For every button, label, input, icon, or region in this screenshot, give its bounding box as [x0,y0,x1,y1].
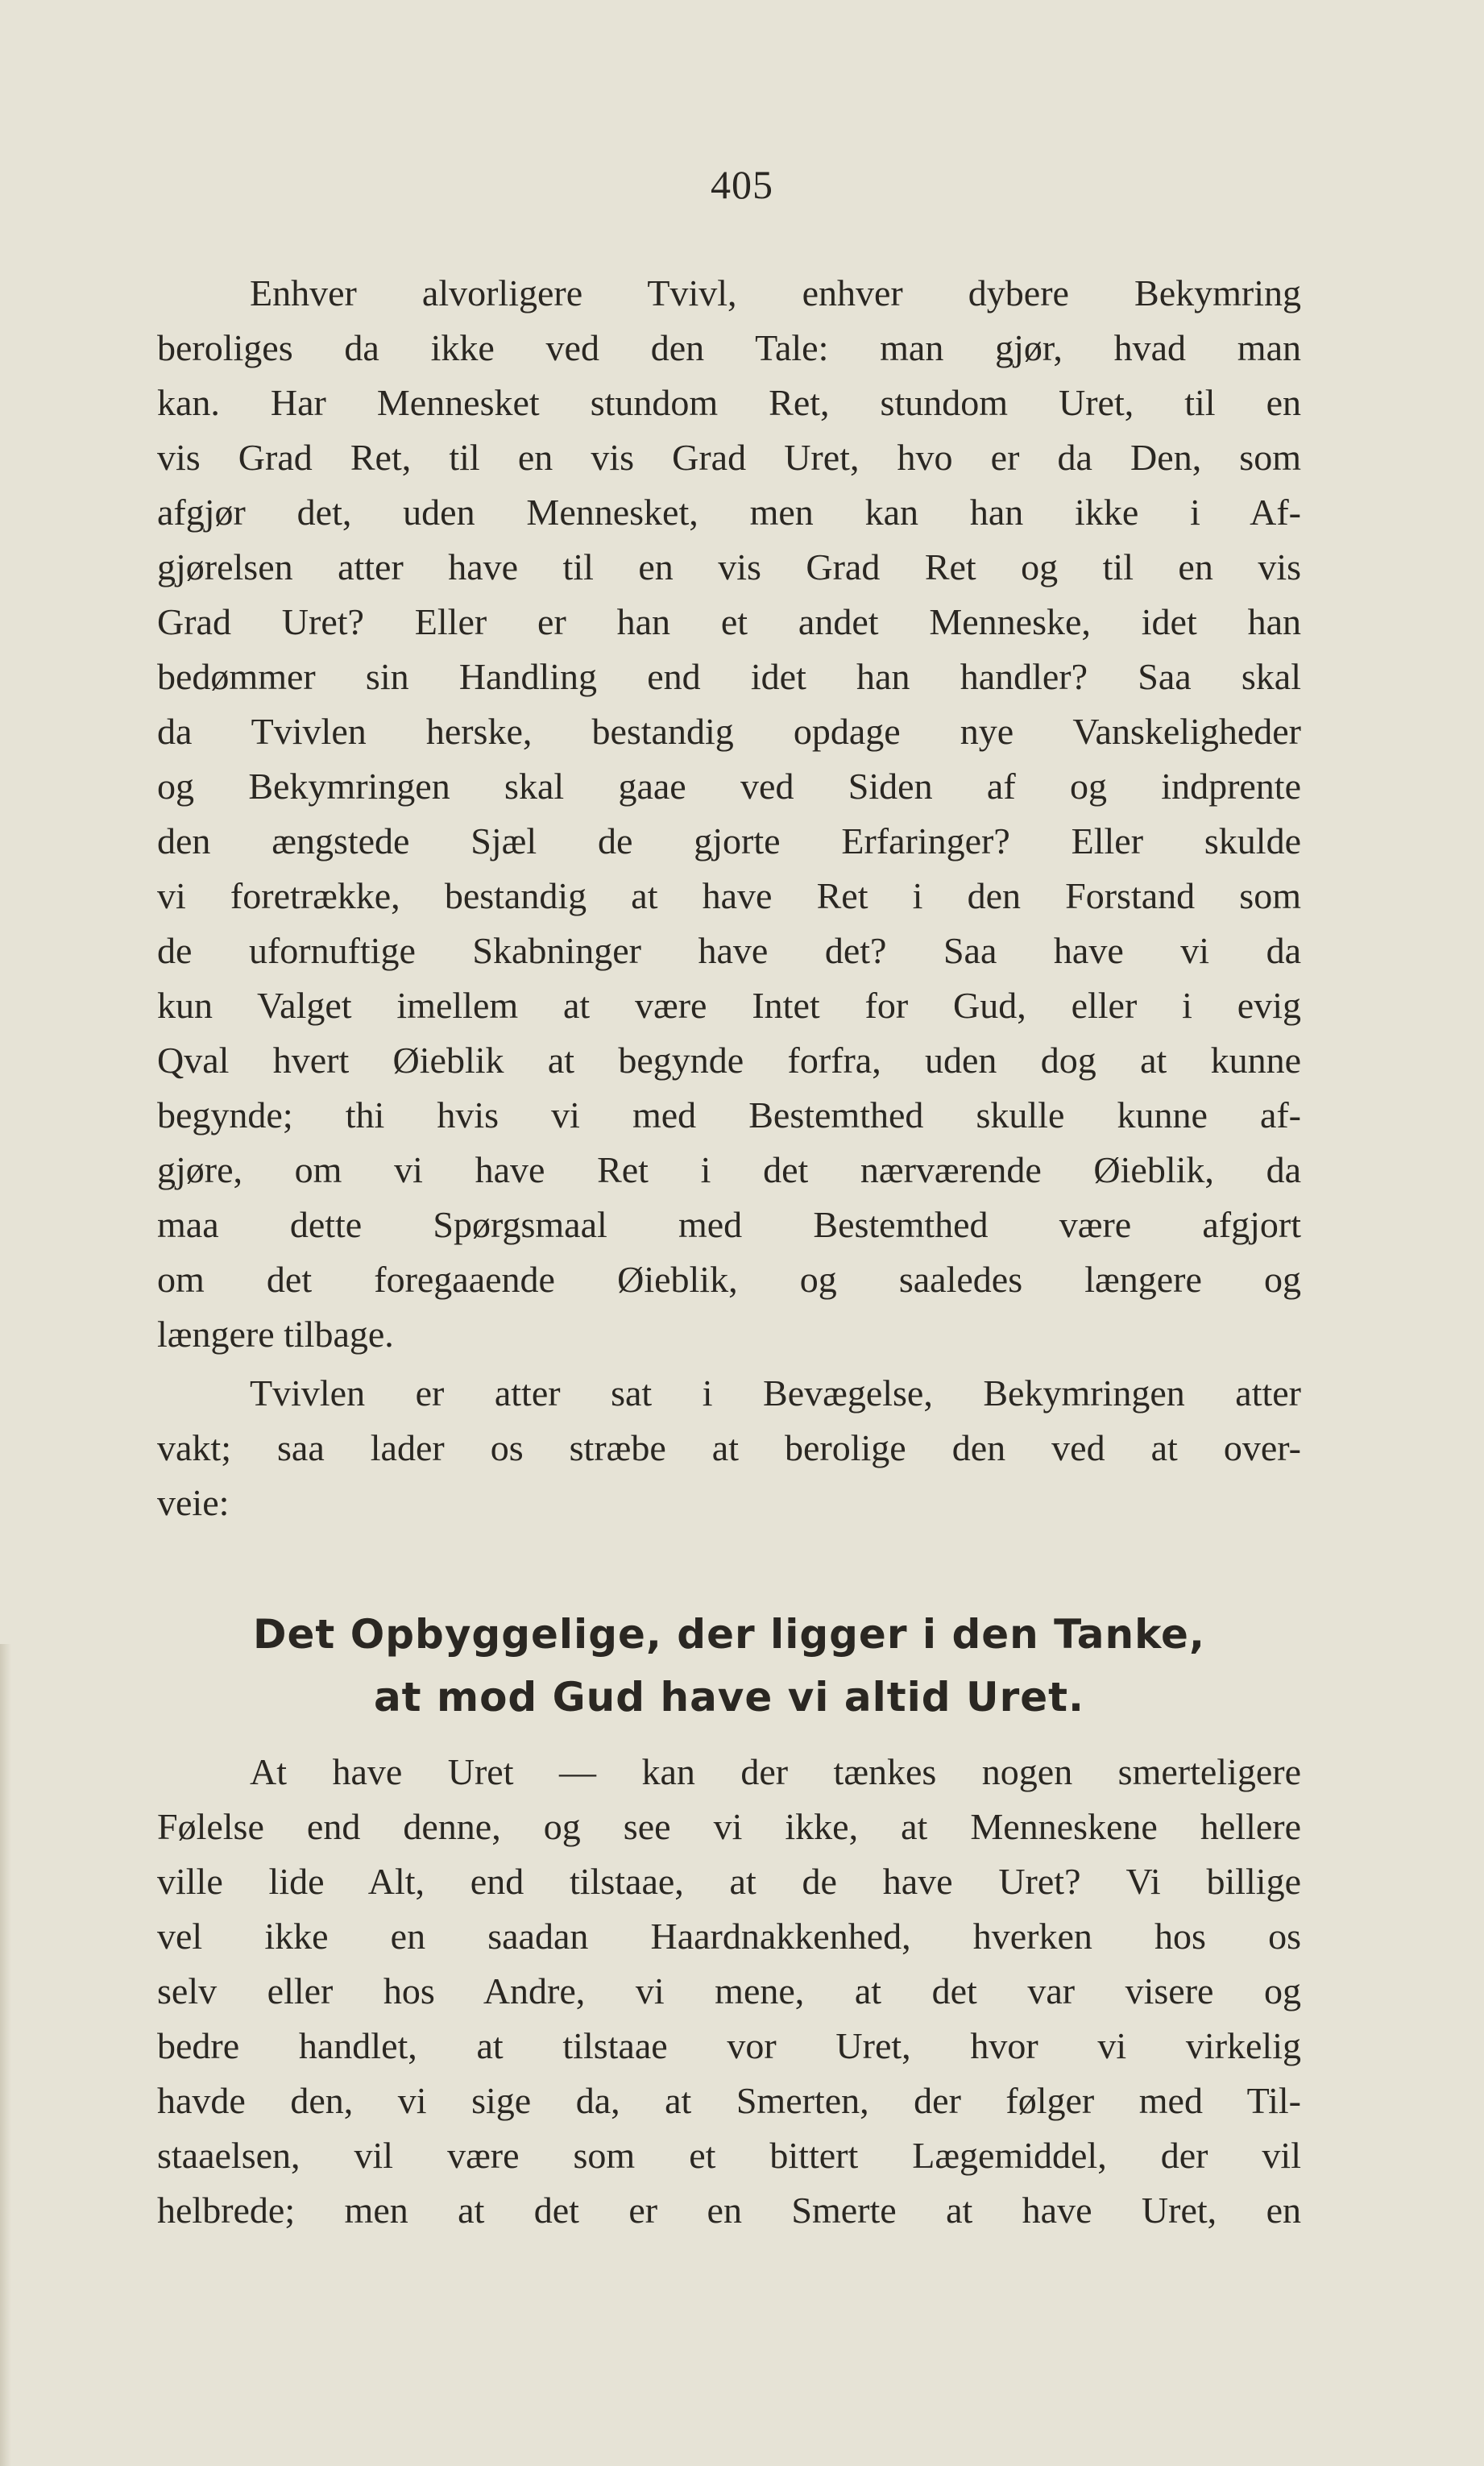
text-line: Følelse end denne, og see vi ikke, at Menneskene hellere [157,1806,1301,1847]
section-heading-line-1: Det Opbyggelige, der ligger i den Tanke, [253,1611,1205,1658]
text-line: den ængstede Sjæl de gjorte Erfaringer? Eller skulde [157,820,1301,861]
text-line: kan. Har Mennesket stundom Ret, stundom Uret, til en [157,382,1301,423]
text-line: om det foregaaende Øieblik, og saaledes længere og [157,1259,1301,1300]
text-line: gjøre, om vi have Ret i det nærværende Øieblik, da [157,1149,1301,1190]
page-binding-edge [0,1644,11,2466]
section-heading-line-2: at mod Gud have vi altid Uret. [373,1674,1085,1721]
text-line: At have Uret — kan der tænkes nogen smerteligere [250,1751,1301,1792]
text-line: begynde; thi hvis vi med Bestemthed skulle kunne af- [157,1094,1301,1135]
text-line: havde den, vi sige da, at Smerten, der følger med Til- [157,2080,1301,2121]
text-line: veie: [157,1482,230,1523]
text-line: Grad Uret? Eller er han et andet Menneske, idet han [157,601,1301,642]
text-line: staaelsen, vil være som et bittert Lægemiddel, der vil [157,2135,1301,2176]
text-line: bedre handlet, at tilstaae vor Uret, hvor vi virkelig [157,2025,1301,2066]
text-line: ville lide Alt, end tilstaae, at de have Uret? Vi billige [157,1861,1301,1902]
page-number: 405 [711,162,773,207]
paragraph-2 [157,1366,1301,1530]
paragraph-1 [157,266,1301,1362]
paragraph-3 [157,1745,1301,2238]
text-line: maa dette Spørgsmaal med Bestemthed være afgjort [157,1204,1301,1245]
text-line: og Bekymringen skal gaae ved Siden af og indprente [157,766,1301,807]
text-line: afgjør det, uden Mennesket, men kan han ikke i Af- [157,492,1301,533]
text-line: længere tilbage. [157,1314,394,1355]
text-line: vi foretrække, bestandig at have Ret i den Forstand som [157,875,1301,916]
text-line: selv eller hos Andre, vi mene, at det var visere og [157,1970,1301,2011]
text-line: Qval hvert Øieblik at begynde forfra, uden dog at kunne [157,1040,1301,1081]
text-line: bedømmer sin Handling end idet han handler? Saa skal [157,656,1301,697]
text-line: vakt; saa lader os stræbe at berolige den ved at over- [157,1427,1301,1468]
text-line: Tvivlen er atter sat i Bevægelse, Bekymringen atter [250,1372,1301,1414]
text-line: da Tvivlen herske, bestandig opdage nye Vanskeligheder [157,711,1301,752]
text-line: vel ikke en saadan Haardnakkenhed, hverken hos os [157,1916,1301,1957]
text-line: vis Grad Ret, til en vis Grad Uret, hvo er da Den, som [157,437,1301,478]
text-line: beroliges da ikke ved den Tale: man gjør, hvad man [157,327,1301,368]
text-line: Enhver alvorligere Tvivl, enhver dybere Bekymring [250,272,1301,313]
text-line: helbrede; men at det er en Smerte at have Uret, en [157,2190,1301,2231]
text-line: gjørelsen atter have til en vis Grad Ret og til en vis [157,546,1301,587]
text-line: de ufornuftige Skabninger have det? Saa have vi da [157,930,1301,971]
text-line: kun Valget imellem at være Intet for Gud, eller i evig [157,985,1301,1026]
